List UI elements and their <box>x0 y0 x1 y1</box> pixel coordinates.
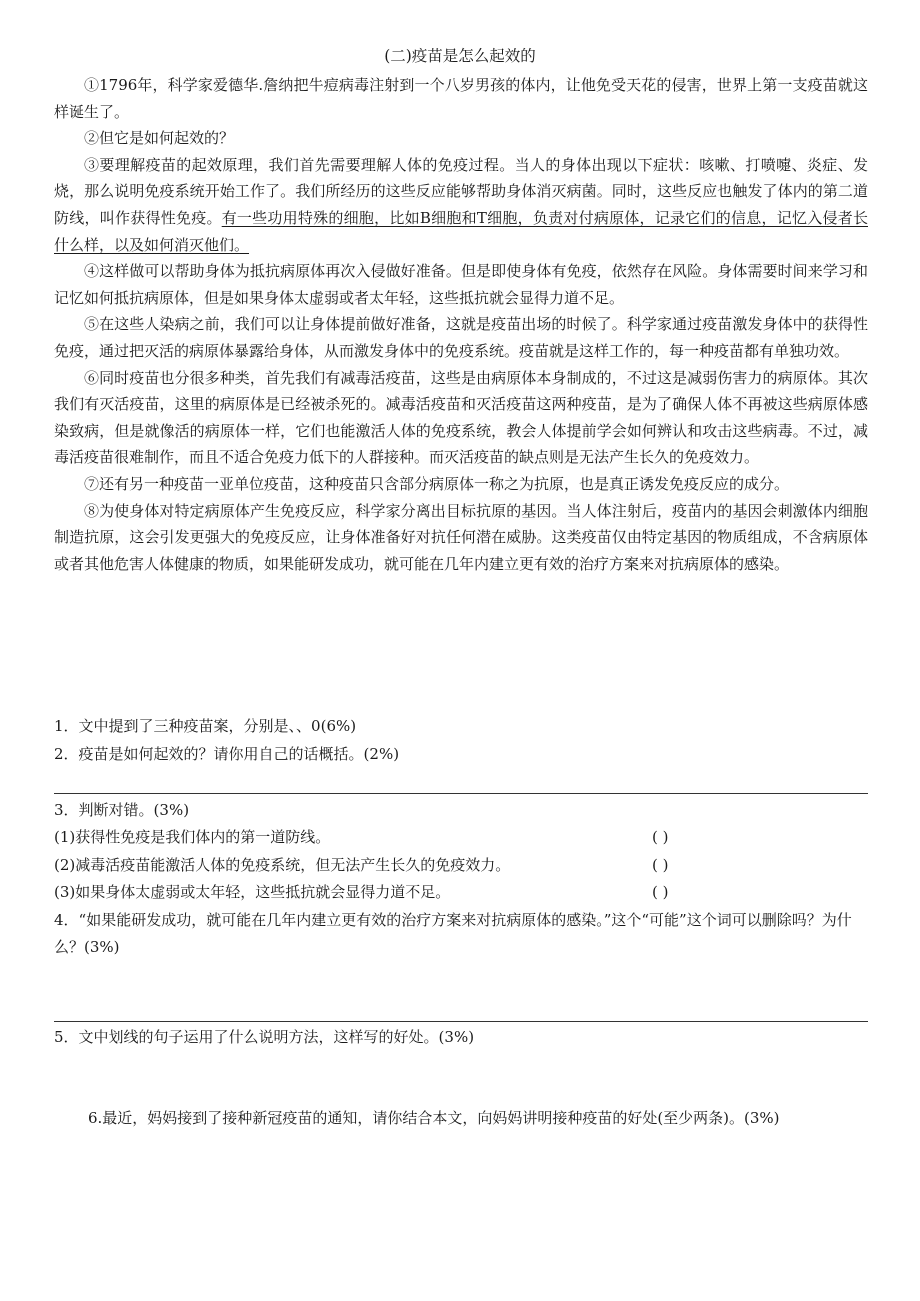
passage-body <box>54 72 868 577</box>
question-3-prompt: 3．判断对错。(3%) <box>54 801 190 819</box>
question-3-item <box>54 879 868 907</box>
paragraph-1: ①1796年，科学家爱德华.詹纳把牛痘病毒注射到一个八岁男孩的体内，让他免受天花的侵害，世界上第一支疫苗就这样诞生了。 <box>54 76 868 121</box>
paragraph-3 <box>54 152 868 258</box>
question-3 <box>54 797 868 907</box>
question-2: 2．疫苗是如何起效的？请你用自己的话概括。(2%) <box>54 745 400 763</box>
question-3-item <box>54 852 868 880</box>
answer-line-4 <box>54 1021 868 1022</box>
question-4: 4．“如果能研发成功，就可能在几年内建立更有效的治疗方案来对抗病原体的感染。”这个“可能”这个词可以删除吗？为什么？(3%) <box>54 911 852 956</box>
paragraph-2: ②但它是如何起效的？ <box>84 129 235 148</box>
question-3-item-text: (2)减毒活疫苗能激活人体的免疫系统，但无法产生长久的免疫效力。 <box>54 855 511 874</box>
question-3-item-text: (1)获得性免疫是我们体内的第一道防线。 <box>54 828 331 846</box>
paragraph-5: ⑤在这些人染病之前，我们可以让身体提前做好准备，这就是疫苗出场的时候了。科学家通过疫苗激发身体中的获得性免疫，通过把灭活的病原体暴露给身体，从而激发身体中的免疫系统。疫苗就是这样工作的，每一种疫苗都有单独功效。 <box>54 315 868 360</box>
question-1: 1．文中提到了三种疫苗案，分别是、、0(6%) <box>54 717 357 735</box>
paragraph-3-text: ③要理解疫苗的起效原理，我们首先需要理解人体的免疫过程。当人的身体出现以下症状：咳嗽、打喷嚏、炎症、发烧，那么说明免疫系统开始工作了。我们所经历的这些反应能够帮助身体消灭病菌。同时，这些反应也触发了体内的第二道防线，叫作获得性免疫。 <box>54 155 868 227</box>
underlined-sentence: 有一些功用特殊的细胞，比如B细胞和T细胞，负责对付病原体，记录它们的信息，记忆入侵者长什么样，以及如何消灭他们。 <box>54 208 868 254</box>
question-3-item <box>54 824 868 852</box>
paragraph-6: ⑥同时疫苗也分很多种类，首先我们有减毒活疫苗，这些是由病原体本身制成的，不过这是减弱伤害力的病原体。其次我们有灭活疫苗，这里的病原体是已经被杀死的。减毒活疫苗和灭活疫苗这两种疫苗，是为了确保人体不再被这些病原体感染致病，但是就像活的病原体一样，它们也能激活人体的免疫系统，教会人体提前学会如何辨认和攻击这些病毒。不过，减毒活疫苗很难制作，而且不适合免疫力低下的人群接种。而灭活疫苗的缺点则是无法产生长久的免疫效力。 <box>54 368 868 467</box>
question-5: 5．文中划线的句子运用了什么说明方法，这样写的好处。(3%) <box>54 1028 475 1046</box>
answer-bracket[interactable]: ( ) <box>652 828 669 846</box>
question-6: 6.最近，妈妈接到了接种新冠疫苗的通知，请你结合本文，向妈妈讲明接种疫苗的好处(至少两条)。(3%) <box>88 1109 780 1127</box>
question-3-item-text: (3)如果身体太虚弱或太年轻，这些抵抗就会显得力道不足。 <box>54 883 451 901</box>
paragraph-7: ⑦还有另一种疫苗一亚单位疫苗，这种疫苗只含部分病原体一称之为抗原，也是真正诱发免疫反应的成分。 <box>84 474 790 493</box>
paragraph-4: ④这样做可以帮助身体为抵抗病原体再次入侵做好准备。但是即使身体有免疫，依然存在风险。身体需要时间来学习和记忆如何抵抗病原体，但是如果身体太虚弱或者太年轻，这些抵抗就会显得力道不足。 <box>54 262 868 307</box>
answer-bracket[interactable]: ( ) <box>652 883 669 901</box>
answer-line-2 <box>54 793 868 794</box>
paragraph-8: ⑧为使身体对特定病原体产生免疫反应，科学家分离出目标抗原的基因。当人体注射后，疫苗内的基因会刺激体内细胞制造抗原，这会引发更强大的免疫反应，让身体准备好对抗任何潜在威胁。这类疫苗仅由特定基因的物质组成，不含病原体或者其他危害人体健康的物质，如果能研发成功，就可能在几年内建立更有效的治疗方案来对抗病原体的感染。 <box>54 501 868 573</box>
answer-bracket[interactable]: ( ) <box>652 855 669 874</box>
passage-title: (二)疫苗是怎么起效的 <box>384 47 536 65</box>
